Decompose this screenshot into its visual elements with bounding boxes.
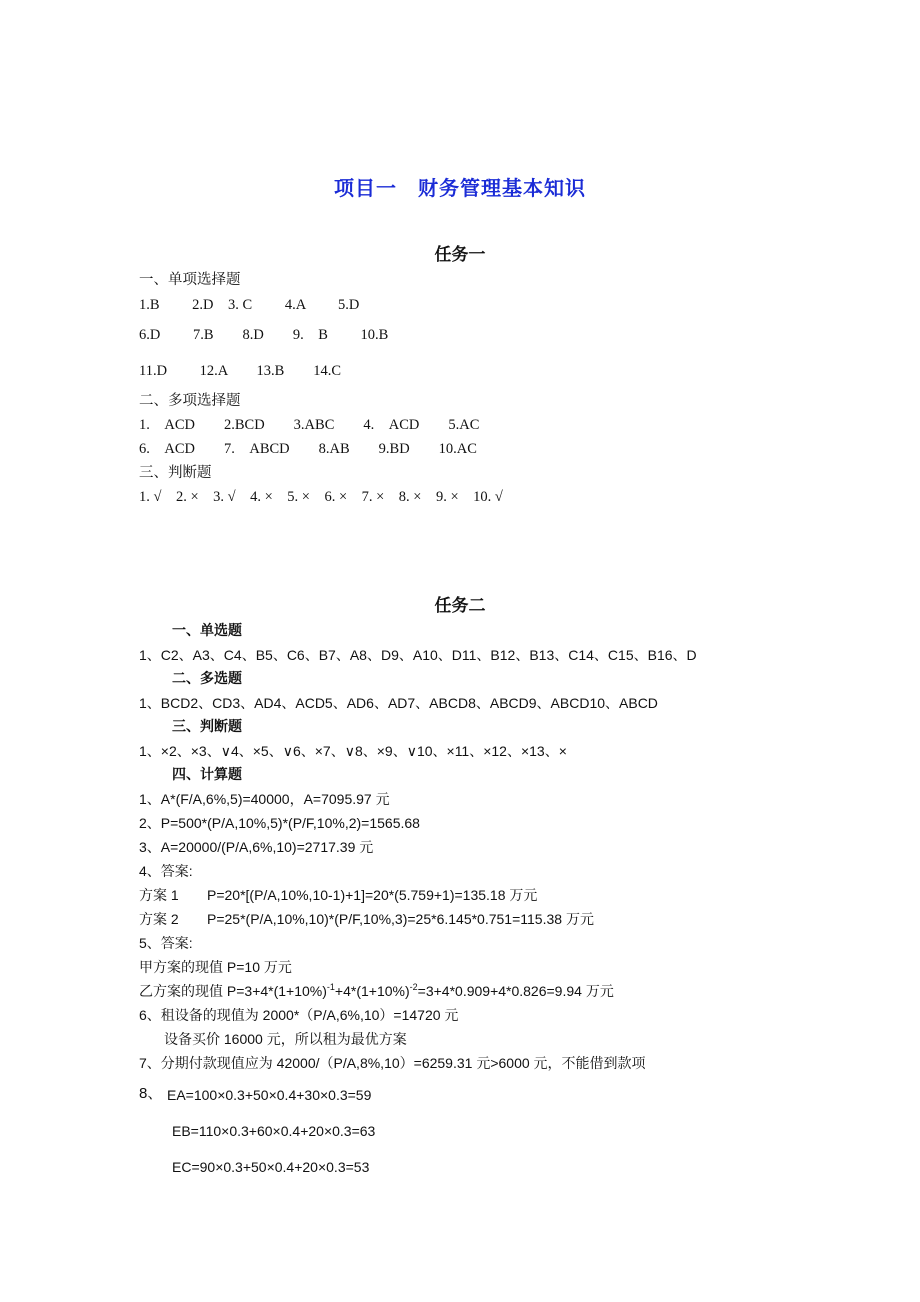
calc-answer-8-ea: EA=100×0.3+50×0.4+30×0.3=59 [167,1087,372,1103]
calc-answer-6: 6、租设备的现值为 2000*（P/A,6%,10）=14720 元 [139,1007,459,1023]
plan-b-part2: +4*(1+10%) [334,983,410,999]
plan-b-part1: 乙方案的现值 P=3+4*(1+10%) [139,983,327,999]
task2-calculation-title: 四、计算题 [172,766,242,782]
calc-answer-4-plan1-label: 方案 1 [139,887,179,903]
task2-multi-choice-title: 二、多选题 [172,670,242,686]
calc-answer-7: 7、分期付款现值应为 42000/（P/A,8%,10）=6259.31 元>6000 元，不能借到款项 [139,1055,646,1071]
task1-multi-choice-title: 二、多项选择题 [139,393,241,409]
calc-answer-1: 1、A*(F/A,6%,5)=40000，A=7095.97 元 [139,791,390,807]
plan-b-exponent2: -2 [409,982,418,992]
calc-answer-8-label: 8、 [139,1085,163,1102]
task1-single-choice-answers-3: 11.D 12.A 13.B 14.C [139,363,342,379]
task1-single-choice-title: 一、单项选择题 [139,272,241,288]
calc-answer-8-ec: EC=90×0.3+50×0.4+20×0.3=53 [172,1159,370,1175]
calc-answer-5-plan-a: 甲方案的现值 P=10 万元 [139,959,292,975]
calc-answer-4-plan2: P=25*(P/A,10%,10)*(P/F,10%,3)=25*6.145*0.751=115.38 万元 [207,911,594,927]
task1-single-choice-answers-1: 1.B 2.D 3. C 4.A 5.D [139,297,360,313]
calc-answer-5-plan-b [139,982,614,1000]
task2-judgment-answers: 1、×2、×3、∨4、×5、∨6、×7、∨8、×9、∨10、×11、×12、×13、× [139,743,567,759]
calc-answer-4-plan1: P=20*[(P/A,10%,10-1)+1]=20*(5.759+1)=135.18 万元 [207,887,538,903]
calc-answer-6-conclusion: 设备买价 16000 元，所以租为最优方案 [164,1031,407,1047]
task1-judgment-title: 三、判断题 [139,465,212,481]
calc-answer-4-label: 4、答案: [139,863,193,879]
task1-single-choice-answers-2: 6.D 7.B 8.D 9. B 10.B [139,327,389,343]
plan-b-part3: =3+4*0.909+4*0.826=9.94 万元 [417,983,614,999]
calc-answer-5-label: 5、答案: [139,935,193,951]
document-title: 项目一 财务管理基本知识 [334,176,586,200]
task2-single-choice-title: 一、单选题 [172,622,242,638]
task1-judgment-answers: 1. √ 2. × 3. √ 4. × 5. × 6. × 7. × 8. × 9. × 10. √ [139,489,503,505]
plan-b-exponent1: -1 [326,982,335,992]
task2-single-choice-answers: 1、C2、A3、C4、B5、C6、B7、A8、D9、A10、D11、B12、B13、C14、C15、B16、D [139,647,697,663]
task2-heading: 任务二 [434,596,486,616]
task1-multi-choice-answers-1: 1. ACD 2.BCD 3.ABC 4. ACD 5.AC [139,417,480,433]
calc-answer-8-eb: EB=110×0.3+60×0.4+20×0.3=63 [172,1123,376,1139]
task2-judgment-title: 三、判断题 [172,718,242,734]
calc-answer-2: 2、P=500*(P/A,10%,5)*(P/F,10%,2)=1565.68 [139,815,420,831]
calc-answer-3: 3、A=20000/(P/A,6%,10)=2717.39 元 [139,839,374,855]
task1-heading: 任务一 [434,245,486,265]
task2-multi-choice-answers: 1、BCD2、CD3、AD4、ACD5、AD6、AD7、ABCD8、ABCD9、ABCD10、ABCD [139,695,658,711]
task1-multi-choice-answers-2: 6. ACD 7. ABCD 8.AB 9.BD 10.AC [139,441,477,457]
calc-answer-4-plan2-label: 方案 2 [139,911,179,927]
